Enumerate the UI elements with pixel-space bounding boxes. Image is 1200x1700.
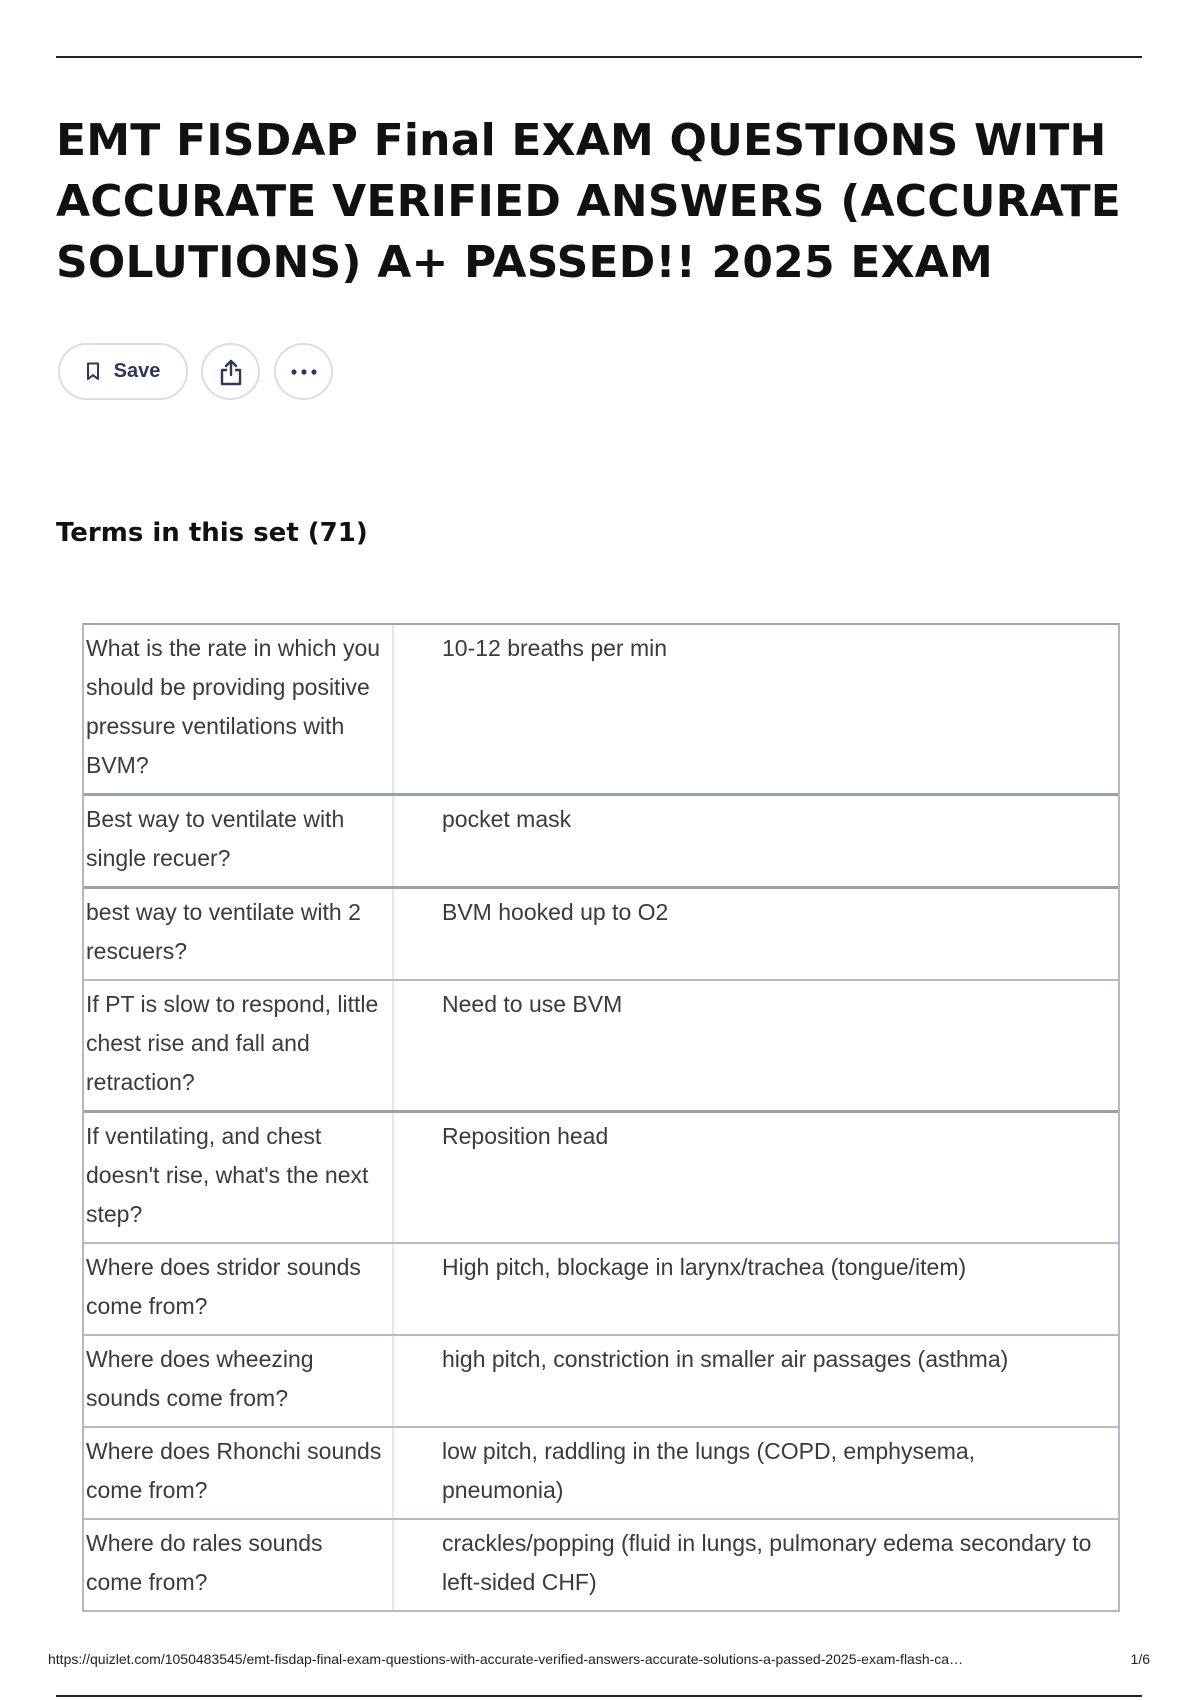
page-title: EMT FISDAP Final EXAM QUESTIONS WITH ACCURATE VERIFIED ANSWERS (ACCURATE SOLUTIONS) A+ PASSED!! 2025 EXAM — [56, 115, 1122, 288]
term-text: Where does Rhonchi sounds come from? — [84, 1428, 394, 1518]
term-text: What is the rate in which you should be providing positive pressure ventilations with BVM? — [84, 625, 394, 793]
definition-text: high pitch, constriction in smaller air passages (asthma) — [442, 1346, 1009, 1372]
term-text: Where does stridor sounds come from? — [84, 1244, 394, 1334]
more-options-button[interactable] — [274, 343, 333, 400]
definition-text: low pitch, raddling in the lungs (COPD, emphysema, pneumonia) — [442, 1438, 976, 1503]
term-text: If PT is slow to respond, little chest rise and fall and retraction? — [84, 981, 394, 1110]
term-row — [84, 1242, 1118, 1334]
share-icon — [218, 358, 244, 386]
definition-text: Need to use BVM — [442, 991, 623, 1017]
definition-text: crackles/popping (fluid in lungs, pulmonary edema secondary to left-sided CHF) — [442, 1530, 1092, 1595]
term-row — [84, 1110, 1118, 1242]
term-row — [84, 1518, 1118, 1610]
header-divider — [56, 56, 1142, 58]
term-text: If ventilating, and chest doesn't rise, what's the next step? — [84, 1113, 394, 1242]
term-text: Where do rales sounds come from? — [84, 1520, 394, 1610]
page-url: https://quizlet.com/1050483545/emt-fisdap-final-exam-questions-with-accurate-verified-answers-accurate-solutions-a-passed-2025-exam-flash-ca… — [48, 1651, 964, 1667]
page-number: 1/6 — [1130, 1651, 1150, 1667]
save-button-label: Save — [113, 360, 161, 382]
share-button[interactable] — [201, 343, 260, 400]
term-row — [84, 793, 1118, 886]
term-row — [84, 1426, 1118, 1518]
terms-heading: Terms in this set (71) — [56, 518, 368, 548]
term-text: Best way to ventilate with single recuer? — [84, 796, 394, 886]
definition-text: Reposition head — [442, 1123, 609, 1149]
definition-text: pocket mask — [442, 806, 572, 832]
terms-table — [82, 623, 1120, 1612]
bookmark-icon — [86, 362, 100, 381]
term-row — [84, 886, 1118, 979]
term-text: Where does wheezing sounds come from? — [84, 1336, 394, 1426]
term-text: best way to ventilate with 2 rescuers? — [84, 889, 394, 979]
definition-text: 10-12 breaths per min — [442, 635, 668, 661]
footer-divider — [56, 1695, 1142, 1697]
term-row — [84, 979, 1118, 1110]
definition-text: BVM hooked up to O2 — [442, 899, 669, 925]
save-button[interactable] — [58, 343, 188, 400]
term-row — [84, 625, 1118, 793]
term-row — [84, 1334, 1118, 1426]
more-icon — [290, 368, 318, 376]
definition-text: High pitch, blockage in larynx/trachea (tongue/item) — [442, 1254, 967, 1280]
